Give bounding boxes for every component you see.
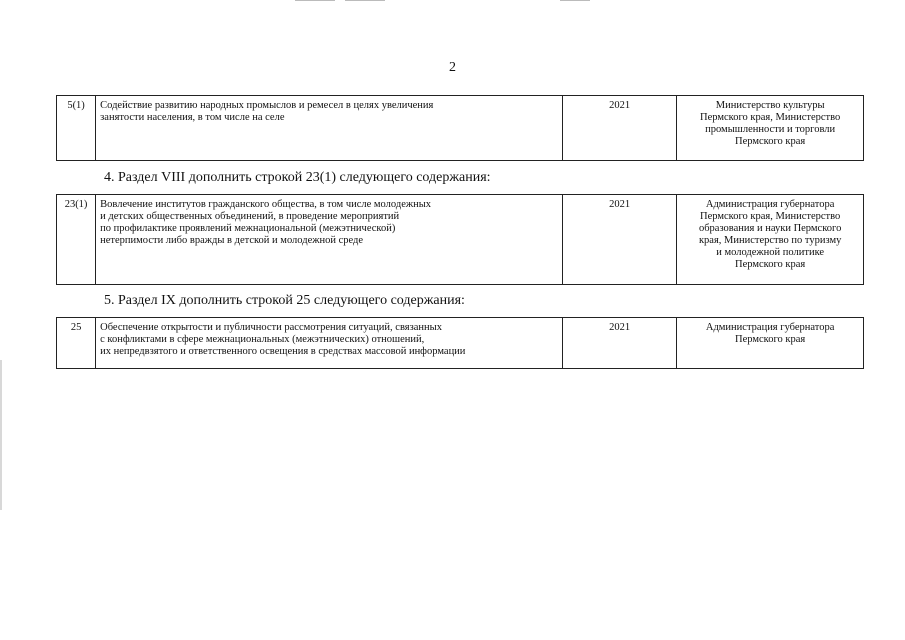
row-year: 2021 [562,318,676,369]
row-year: 2021 [562,96,676,161]
row-table-23-1 [56,194,864,285]
table-row [57,318,864,369]
scan-edge-mark [0,360,2,510]
row-description: Обеспечение открытости и публичности рассмотрения ситуаций, связанных с конфликтами в сфере межнациональных (межэтнических) отношений, их непредвзятого и ответственного освещения в средствах массовой информации [96,318,563,369]
row-number: 5(1) [57,96,96,161]
row-description: Вовлечение институтов гражданского общества, в том числе молодежных и детских общественных объединений, в проведение мероприятий по профилактике проявлений межнациональной (межэтнической) нетерпимости либо вражды в детской и молодежной среде [96,195,563,285]
row-number: 23(1) [57,195,96,285]
row-executor: Администрация губернатора Пермского края [677,318,864,369]
row-executor: Администрация губернатора Пермского края, Министерство образования и науки Пермского края, Министерство по туризму и молодежной политике Пермского края [677,195,864,285]
page-number: 2 [449,60,456,75]
table-row [57,195,864,285]
row-description: Содействие развитию народных промыслов и ремесел в целях увеличения занятости населения, в том числе на селе [96,96,563,161]
row-executor: Министерство культуры Пермского края, Министерство промышленности и торговли Пермского края [677,96,864,161]
row-number: 25 [57,318,96,369]
scan-artifact-top [345,0,385,1]
section-heading: 4. Раздел VIII дополнить строкой 23(1) следующего содержания: [104,170,491,185]
row-year: 2021 [562,195,676,285]
section-heading: 5. Раздел IX дополнить строкой 25 следующего содержания: [104,293,465,308]
scan-artifact-top [560,0,590,1]
row-table-25 [56,317,864,369]
scan-artifact-top [295,0,335,1]
table-row [57,96,864,161]
row-table-5-1 [56,95,864,161]
